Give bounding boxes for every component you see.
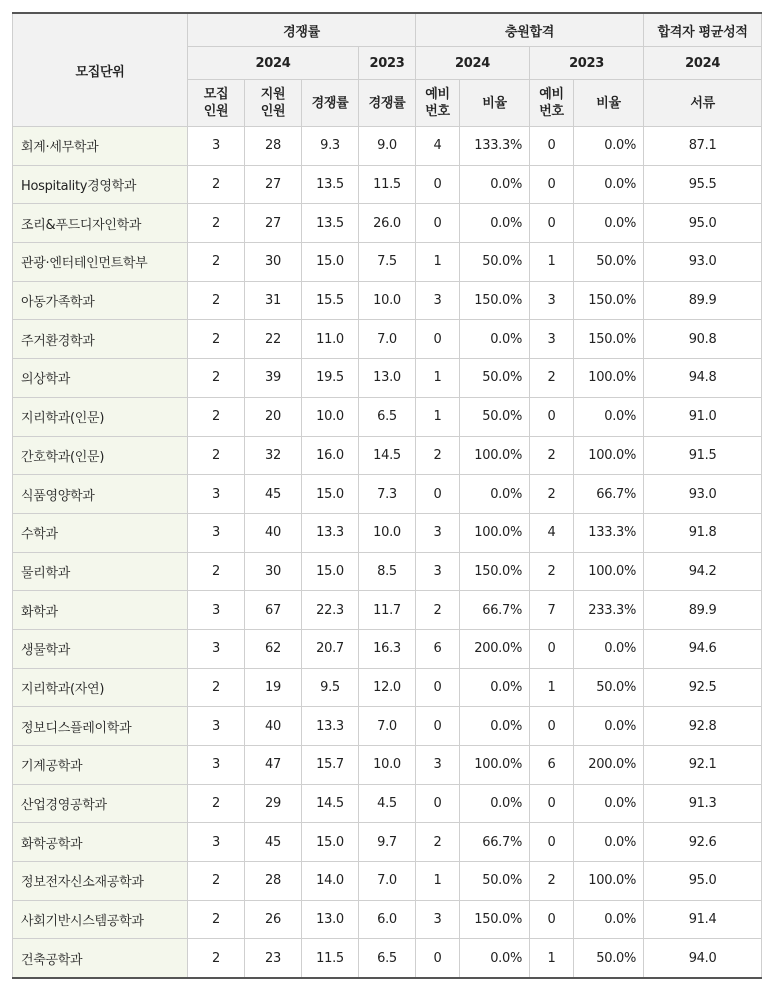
rate-2024: 50.0%: [460, 397, 530, 436]
recruit-count: 3: [188, 823, 245, 862]
table-row: [13, 552, 762, 591]
department-name: 물리학과: [13, 552, 188, 591]
applicant-count: 45: [245, 475, 302, 514]
rate-2024: 50.0%: [460, 243, 530, 282]
recruit-count: 3: [188, 513, 245, 552]
table-row: [13, 320, 762, 359]
ratio-2023: 26.0: [359, 204, 416, 243]
ratio-2023: 11.7: [359, 591, 416, 630]
rate-2023: 50.0%: [574, 939, 644, 978]
document-score: 90.8: [644, 320, 762, 359]
waitlist-2023: 7: [530, 591, 574, 630]
department-name: 지리학과(자연): [13, 668, 188, 707]
rate-2024: 100.0%: [460, 436, 530, 475]
recruit-count: 3: [188, 591, 245, 630]
department-name: 조리&푸드디자인학과: [13, 204, 188, 243]
ratio-2023: 7.0: [359, 862, 416, 901]
table-row: [13, 436, 762, 475]
document-score: 92.5: [644, 668, 762, 707]
table-row: [13, 127, 762, 166]
ratio-2024: 14.5: [302, 784, 359, 823]
department-name: 산업경영공학과: [13, 784, 188, 823]
department-name: Hospitality경영학과: [13, 165, 188, 204]
waitlist-2023: 1: [530, 243, 574, 282]
rate-2024: 0.0%: [460, 668, 530, 707]
waitlist-2024: 1: [416, 243, 460, 282]
rate-2024: 150.0%: [460, 900, 530, 939]
header-rate-2024: 비율: [460, 80, 530, 127]
rate-2023: 0.0%: [574, 127, 644, 166]
table-row: [13, 475, 762, 514]
document-score: 94.8: [644, 359, 762, 398]
table-row: [13, 281, 762, 320]
waitlist-2024: 3: [416, 513, 460, 552]
recruit-count: 2: [188, 281, 245, 320]
applicant-count: 45: [245, 823, 302, 862]
table-body: [13, 127, 762, 979]
table-row: [13, 939, 762, 978]
waitlist-2023: 2: [530, 862, 574, 901]
waitlist-2024: 2: [416, 436, 460, 475]
document-score: 94.2: [644, 552, 762, 591]
ratio-2023: 8.5: [359, 552, 416, 591]
ratio-2023: 6.5: [359, 939, 416, 978]
department-name: 화학공학과: [13, 823, 188, 862]
rate-2024: 0.0%: [460, 165, 530, 204]
ratio-2024: 20.7: [302, 629, 359, 668]
waitlist-2024: 6: [416, 629, 460, 668]
ratio-2023: 7.0: [359, 320, 416, 359]
recruit-count: 2: [188, 320, 245, 359]
recruit-count: 2: [188, 359, 245, 398]
applicant-count: 27: [245, 165, 302, 204]
ratio-2024: 13.3: [302, 707, 359, 746]
rate-2024: 66.7%: [460, 591, 530, 630]
rate-2023: 0.0%: [574, 204, 644, 243]
header-applicant-count: 지원 인원: [245, 80, 302, 127]
rate-2024: 133.3%: [460, 127, 530, 166]
document-score: 95.0: [644, 862, 762, 901]
ratio-2024: 13.0: [302, 900, 359, 939]
applicant-count: 40: [245, 513, 302, 552]
rate-2024: 150.0%: [460, 552, 530, 591]
recruit-count: 2: [188, 862, 245, 901]
department-name: 건축공학과: [13, 939, 188, 978]
rate-2023: 233.3%: [574, 591, 644, 630]
department-name: 정보전자신소재공학과: [13, 862, 188, 901]
department-name: 지리학과(인문): [13, 397, 188, 436]
rate-2024: 150.0%: [460, 281, 530, 320]
rate-2023: 0.0%: [574, 165, 644, 204]
waitlist-2023: 4: [530, 513, 574, 552]
table-row: [13, 591, 762, 630]
ratio-2024: 16.0: [302, 436, 359, 475]
ratio-2023: 12.0: [359, 668, 416, 707]
rate-2023: 0.0%: [574, 397, 644, 436]
recruit-count: 2: [188, 552, 245, 591]
ratio-2023: 10.0: [359, 513, 416, 552]
ratio-2024: 14.0: [302, 862, 359, 901]
waitlist-2023: 0: [530, 629, 574, 668]
header-unit: 모집단위: [13, 13, 188, 127]
ratio-2024: 10.0: [302, 397, 359, 436]
waitlist-2024: 2: [416, 591, 460, 630]
waitlist-2024: 3: [416, 900, 460, 939]
applicant-count: 67: [245, 591, 302, 630]
applicant-count: 28: [245, 862, 302, 901]
table-row: [13, 862, 762, 901]
waitlist-2024: 3: [416, 552, 460, 591]
header-refill: 충원합격: [416, 13, 644, 47]
waitlist-2024: 0: [416, 668, 460, 707]
department-name: 화학과: [13, 591, 188, 630]
department-name: 정보디스플레이학과: [13, 707, 188, 746]
applicant-count: 32: [245, 436, 302, 475]
department-name: 관광·엔터테인먼트학부: [13, 243, 188, 282]
ratio-2024: 19.5: [302, 359, 359, 398]
waitlist-2023: 1: [530, 939, 574, 978]
rate-2023: 100.0%: [574, 552, 644, 591]
rate-2024: 66.7%: [460, 823, 530, 862]
recruit-count: 3: [188, 127, 245, 166]
ratio-2023: 14.5: [359, 436, 416, 475]
applicant-count: 27: [245, 204, 302, 243]
department-name: 생물학과: [13, 629, 188, 668]
header-waitlist-2024: 예비 번호: [416, 80, 460, 127]
waitlist-2023: 3: [530, 281, 574, 320]
applicant-count: 28: [245, 127, 302, 166]
document-score: 92.1: [644, 746, 762, 785]
waitlist-2024: 1: [416, 359, 460, 398]
department-name: 사회기반시스템공학과: [13, 900, 188, 939]
waitlist-2023: 0: [530, 900, 574, 939]
recruit-count: 3: [188, 475, 245, 514]
applicant-count: 20: [245, 397, 302, 436]
ratio-2023: 11.5: [359, 165, 416, 204]
applicant-count: 40: [245, 707, 302, 746]
document-score: 94.6: [644, 629, 762, 668]
document-score: 89.9: [644, 281, 762, 320]
waitlist-2023: 3: [530, 320, 574, 359]
header-ratio-2024: 경쟁률: [302, 80, 359, 127]
waitlist-2024: 0: [416, 475, 460, 514]
rate-2023: 0.0%: [574, 784, 644, 823]
rate-2023: 0.0%: [574, 629, 644, 668]
rate-2023: 50.0%: [574, 243, 644, 282]
recruit-count: 2: [188, 436, 245, 475]
ratio-2023: 16.3: [359, 629, 416, 668]
recruit-count: 2: [188, 900, 245, 939]
department-name: 기계공학과: [13, 746, 188, 785]
rate-2024: 0.0%: [460, 784, 530, 823]
waitlist-2023: 6: [530, 746, 574, 785]
applicant-count: 39: [245, 359, 302, 398]
rate-2023: 0.0%: [574, 823, 644, 862]
document-score: 91.0: [644, 397, 762, 436]
header-refill-2024: 2024: [416, 47, 530, 80]
applicant-count: 62: [245, 629, 302, 668]
rate-2024: 50.0%: [460, 359, 530, 398]
rate-2024: 0.0%: [460, 707, 530, 746]
table-header: [13, 13, 762, 127]
document-score: 91.3: [644, 784, 762, 823]
waitlist-2024: 0: [416, 320, 460, 359]
waitlist-2024: 0: [416, 784, 460, 823]
admission-table-container: [12, 12, 762, 979]
ratio-2024: 22.3: [302, 591, 359, 630]
rate-2024: 0.0%: [460, 475, 530, 514]
waitlist-2023: 0: [530, 397, 574, 436]
recruit-count: 2: [188, 204, 245, 243]
ratio-2023: 6.5: [359, 397, 416, 436]
waitlist-2023: 0: [530, 165, 574, 204]
rate-2023: 150.0%: [574, 281, 644, 320]
waitlist-2023: 2: [530, 475, 574, 514]
document-score: 95.0: [644, 204, 762, 243]
ratio-2023: 6.0: [359, 900, 416, 939]
applicant-count: 26: [245, 900, 302, 939]
header-average-2024: 2024: [644, 47, 762, 80]
recruit-count: 2: [188, 165, 245, 204]
table-row: [13, 900, 762, 939]
ratio-2023: 7.0: [359, 707, 416, 746]
rate-2023: 100.0%: [574, 436, 644, 475]
header-refill-2023: 2023: [530, 47, 644, 80]
waitlist-2024: 0: [416, 939, 460, 978]
recruit-count: 2: [188, 243, 245, 282]
rate-2024: 200.0%: [460, 629, 530, 668]
waitlist-2024: 0: [416, 165, 460, 204]
document-score: 95.5: [644, 165, 762, 204]
department-name: 수학과: [13, 513, 188, 552]
recruit-count: 3: [188, 746, 245, 785]
rate-2024: 0.0%: [460, 204, 530, 243]
recruit-count: 2: [188, 668, 245, 707]
ratio-2023: 9.0: [359, 127, 416, 166]
table-row: [13, 823, 762, 862]
waitlist-2024: 3: [416, 746, 460, 785]
table-row: [13, 204, 762, 243]
table-row: [13, 513, 762, 552]
applicant-count: 47: [245, 746, 302, 785]
rate-2023: 100.0%: [574, 862, 644, 901]
ratio-2023: 10.0: [359, 281, 416, 320]
recruit-count: 2: [188, 397, 245, 436]
document-score: 92.6: [644, 823, 762, 862]
applicant-count: 22: [245, 320, 302, 359]
ratio-2024: 15.0: [302, 552, 359, 591]
ratio-2023: 9.7: [359, 823, 416, 862]
applicant-count: 30: [245, 243, 302, 282]
ratio-2024: 15.0: [302, 823, 359, 862]
waitlist-2024: 4: [416, 127, 460, 166]
ratio-2024: 11.5: [302, 939, 359, 978]
rate-2024: 0.0%: [460, 320, 530, 359]
document-score: 87.1: [644, 127, 762, 166]
document-score: 92.8: [644, 707, 762, 746]
admission-results-table: [12, 12, 762, 979]
ratio-2024: 15.5: [302, 281, 359, 320]
applicant-count: 30: [245, 552, 302, 591]
document-score: 93.0: [644, 475, 762, 514]
rate-2023: 0.0%: [574, 900, 644, 939]
waitlist-2024: 2: [416, 823, 460, 862]
document-score: 89.9: [644, 591, 762, 630]
department-name: 아동가족학과: [13, 281, 188, 320]
applicant-count: 23: [245, 939, 302, 978]
document-score: 91.4: [644, 900, 762, 939]
rate-2024: 0.0%: [460, 939, 530, 978]
ratio-2024: 9.5: [302, 668, 359, 707]
ratio-2024: 15.0: [302, 475, 359, 514]
recruit-count: 2: [188, 784, 245, 823]
ratio-2023: 7.3: [359, 475, 416, 514]
department-name: 식품영양학과: [13, 475, 188, 514]
waitlist-2023: 2: [530, 552, 574, 591]
waitlist-2023: 2: [530, 436, 574, 475]
table-row: [13, 707, 762, 746]
recruit-count: 3: [188, 629, 245, 668]
ratio-2024: 13.5: [302, 204, 359, 243]
header-documents: 서류: [644, 80, 762, 127]
header-recruit-count: 모집 인원: [188, 80, 245, 127]
applicant-count: 19: [245, 668, 302, 707]
rate-2023: 200.0%: [574, 746, 644, 785]
ratio-2024: 9.3: [302, 127, 359, 166]
table-row: [13, 165, 762, 204]
waitlist-2023: 0: [530, 204, 574, 243]
waitlist-2024: 0: [416, 707, 460, 746]
waitlist-2023: 0: [530, 127, 574, 166]
waitlist-2023: 0: [530, 784, 574, 823]
waitlist-2024: 3: [416, 281, 460, 320]
document-score: 91.8: [644, 513, 762, 552]
ratio-2024: 15.7: [302, 746, 359, 785]
header-ratio-2023: 경쟁률: [359, 80, 416, 127]
rate-2024: 100.0%: [460, 746, 530, 785]
rate-2023: 133.3%: [574, 513, 644, 552]
ratio-2023: 4.5: [359, 784, 416, 823]
header-rate-2023: 비율: [574, 80, 644, 127]
rate-2024: 100.0%: [460, 513, 530, 552]
department-name: 회계·세무학과: [13, 127, 188, 166]
header-waitlist-2023: 예비 번호: [530, 80, 574, 127]
table-row: [13, 629, 762, 668]
rate-2023: 150.0%: [574, 320, 644, 359]
ratio-2023: 7.5: [359, 243, 416, 282]
header-competition: 경쟁률: [188, 13, 416, 47]
recruit-count: 3: [188, 707, 245, 746]
recruit-count: 2: [188, 939, 245, 978]
department-name: 주거환경학과: [13, 320, 188, 359]
ratio-2024: 11.0: [302, 320, 359, 359]
applicant-count: 31: [245, 281, 302, 320]
table-row: [13, 243, 762, 282]
waitlist-2023: 0: [530, 823, 574, 862]
header-competition-2023: 2023: [359, 47, 416, 80]
ratio-2024: 13.3: [302, 513, 359, 552]
waitlist-2024: 1: [416, 862, 460, 901]
ratio-2024: 15.0: [302, 243, 359, 282]
table-row: [13, 668, 762, 707]
table-row: [13, 746, 762, 785]
table-row: [13, 359, 762, 398]
rate-2023: 100.0%: [574, 359, 644, 398]
waitlist-2024: 0: [416, 204, 460, 243]
department-name: 의상학과: [13, 359, 188, 398]
waitlist-2023: 0: [530, 707, 574, 746]
header-competition-2024: 2024: [188, 47, 359, 80]
rate-2023: 66.7%: [574, 475, 644, 514]
department-name: 간호학과(인문): [13, 436, 188, 475]
rate-2024: 50.0%: [460, 862, 530, 901]
rate-2023: 50.0%: [574, 668, 644, 707]
document-score: 93.0: [644, 243, 762, 282]
ratio-2023: 13.0: [359, 359, 416, 398]
applicant-count: 29: [245, 784, 302, 823]
header-average-score: 합격자 평균성적: [644, 13, 762, 47]
ratio-2023: 10.0: [359, 746, 416, 785]
table-row: [13, 784, 762, 823]
ratio-2024: 13.5: [302, 165, 359, 204]
waitlist-2023: 1: [530, 668, 574, 707]
waitlist-2023: 2: [530, 359, 574, 398]
waitlist-2024: 1: [416, 397, 460, 436]
rate-2023: 0.0%: [574, 707, 644, 746]
document-score: 94.0: [644, 939, 762, 978]
document-score: 91.5: [644, 436, 762, 475]
table-row: [13, 397, 762, 436]
